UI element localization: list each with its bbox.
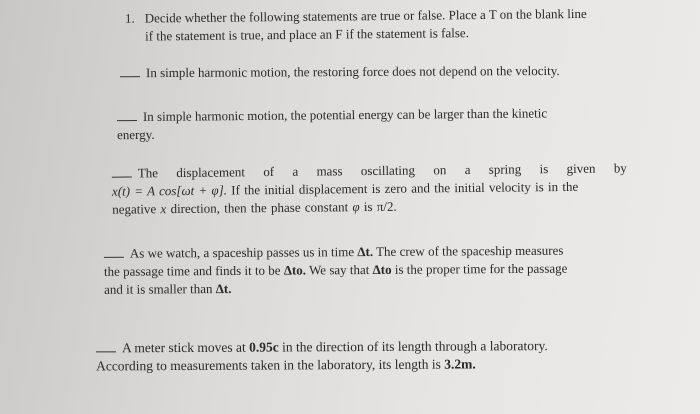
instruction-text-1: Decide whether the following statements are true or false. Place a T on the blank line [144, 5, 587, 26]
delta-t: Δt. [357, 243, 374, 260]
statement-5-line-1a: A meter stick moves at [121, 339, 246, 356]
answer-blank-2[interactable] [117, 110, 137, 121]
statement-5-line-2a: According to measurements taken in the laboratory, its length is [96, 356, 441, 374]
statement-3 [112, 159, 628, 218]
statement-2-line-2: energy. [117, 126, 155, 143]
statement-2-line-1: In simple harmonic motion, the potential energy can be larger than the kinetic [142, 105, 548, 124]
statement-4-line-1b: The crew of the spaceship measures [376, 242, 564, 259]
delta-t0: Δto. [283, 262, 307, 278]
statement-4-line-2a: the passage time and finds it to be [103, 262, 281, 279]
statement-4-line-1a: As we watch, a spaceship passes us in time [129, 244, 355, 261]
statement-1-text: In simple harmonic motion, the restoring force does not depend on the velocity. [145, 62, 560, 81]
question-number: 1. [124, 10, 135, 26]
statement-3-line-3a: negative [112, 201, 157, 217]
displacement-equation: x(t) = A cos[ωt + φ]. [111, 182, 228, 199]
statement-4-line-2c: is the proper time for the passage [394, 260, 568, 277]
statement-5-line-1b: in the direction of its length through a laboratory. [282, 338, 548, 355]
instruction-line-2: if the statement is true, and place an F if the statement is false. [145, 25, 469, 44]
statement-3-line-1: The displacement of a mass oscillating on a spring is given by [137, 160, 627, 181]
statement-5 [96, 337, 641, 376]
delta-t0-2: Δto [372, 261, 392, 277]
answer-blank-5[interactable] [96, 341, 116, 352]
delta-t-2: Δt. [215, 280, 232, 297]
answer-blank-4[interactable] [104, 247, 124, 258]
phi-symbol: φ [352, 199, 360, 215]
speed-value: 0.95c [249, 339, 279, 355]
question-1-instructions [125, 4, 645, 45]
statement-2 [117, 104, 617, 144]
length-value: 3.2m. [444, 356, 476, 372]
x-variable: x [160, 201, 167, 217]
statement-4-line-3a: and it is smaller than [104, 281, 213, 297]
statement-4-line-2b: We say that [308, 261, 370, 278]
answer-blank-3[interactable] [112, 166, 132, 177]
statement-3-line-2: If the initial displacement is zero and the initial velocity is in the [231, 178, 579, 198]
statement-3-line-3b: direction, then the phase constant [170, 199, 349, 217]
statement-4 [104, 241, 634, 299]
statement-1 [120, 62, 590, 82]
answer-blank-1[interactable] [120, 66, 140, 77]
statement-3-line-3c: is π/2. [363, 198, 397, 215]
